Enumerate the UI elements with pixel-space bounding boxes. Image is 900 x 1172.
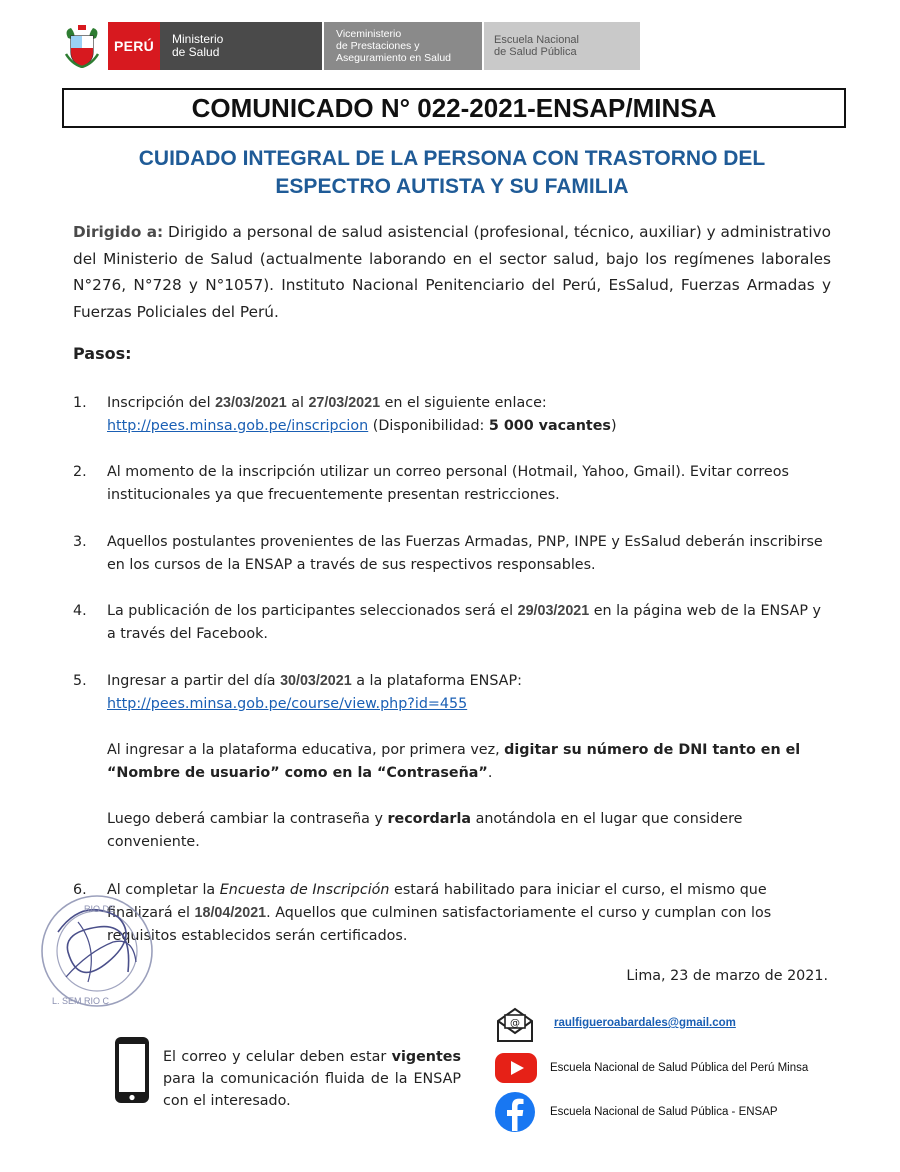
peru-label: PERÚ	[108, 22, 160, 70]
contact-note: El correo y celular deben estar vigentes para la comunicación fluida de la ENSAP con el interesado.	[163, 1049, 461, 1109]
contact-facebook	[494, 1091, 778, 1133]
header-logos	[62, 22, 640, 70]
ministerio-label: Ministerio de Salud	[160, 22, 322, 70]
svg-text:RIO DE: RIO DE	[84, 904, 116, 914]
svg-text:@: @	[510, 1018, 520, 1029]
facebook-page-name[interactable]: Escuela Nacional de Salud Pública - ENSAP	[550, 1106, 778, 1118]
official-seal-stamp	[38, 892, 156, 1010]
mobile-phone-icon	[113, 1035, 151, 1105]
document-subtitle: CUIDADO INTEGRAL DE LA PERSONA CON TRASTORNO DEL ESPECTRO AUTISTA Y SU FAMILIA	[138, 147, 766, 198]
inscripcion-link[interactable]: http://pees.minsa.gob.pe/inscripcion	[107, 418, 369, 434]
fecha-lugar: Lima, 23 de marzo de 2021.	[626, 968, 828, 984]
dirigido-label: Dirigido a:	[73, 223, 164, 241]
step-5-dni-paragraph: Al ingresar a la plataforma educativa, por primera vez, digitar su número de DNI tanto en el “Nombre de usuario” como en la “Contraseña”.	[107, 742, 801, 781]
step-5-password-paragraph: Luego deberá cambiar la contraseña y recordarla anotándola en el lugar que considere conveniente.	[107, 811, 743, 850]
youtube-channel-name[interactable]: Escuela Nacional de Salud Pública del Perú Minsa	[550, 1062, 809, 1074]
contact-email	[494, 1006, 736, 1044]
pasos-heading: Pasos:	[73, 344, 132, 363]
facebook-icon	[494, 1091, 536, 1133]
plataforma-link[interactable]: http://pees.minsa.gob.pe/course/view.php?id=455	[107, 696, 468, 712]
youtube-icon	[494, 1052, 538, 1084]
peru-coat-of-arms-icon	[62, 24, 102, 68]
escuela-label: Escuela Nacional de Salud Pública	[484, 22, 640, 70]
email-link[interactable]: raulfigueroabardales@gmail.com	[554, 1017, 736, 1029]
document-title: COMUNICADO N° 022-2021-ENSAP/MINSA	[62, 88, 846, 128]
viceministerio-label: Viceministerio de Prestaciones y Aseguramiento en Salud	[324, 22, 482, 70]
svg-text:L. SEM RIO C: L. SEM RIO C	[52, 996, 110, 1006]
contact-youtube	[494, 1052, 808, 1084]
email-envelope-icon	[494, 1006, 536, 1044]
dirigido-paragraph: Dirigido a: Dirigido a personal de salud asistencial (profesional, técnico, auxiliar) y administrativo del Ministerio de Salud (actualmente laborando en el sector salud, bajo los regímenes laborales N°276, N°728 y N°1057). Instituto Nacional Penitenciario del Perú, EsSalud, Fuerzas Armadas y Fuerzas Policiales del Perú.	[73, 223, 831, 321]
